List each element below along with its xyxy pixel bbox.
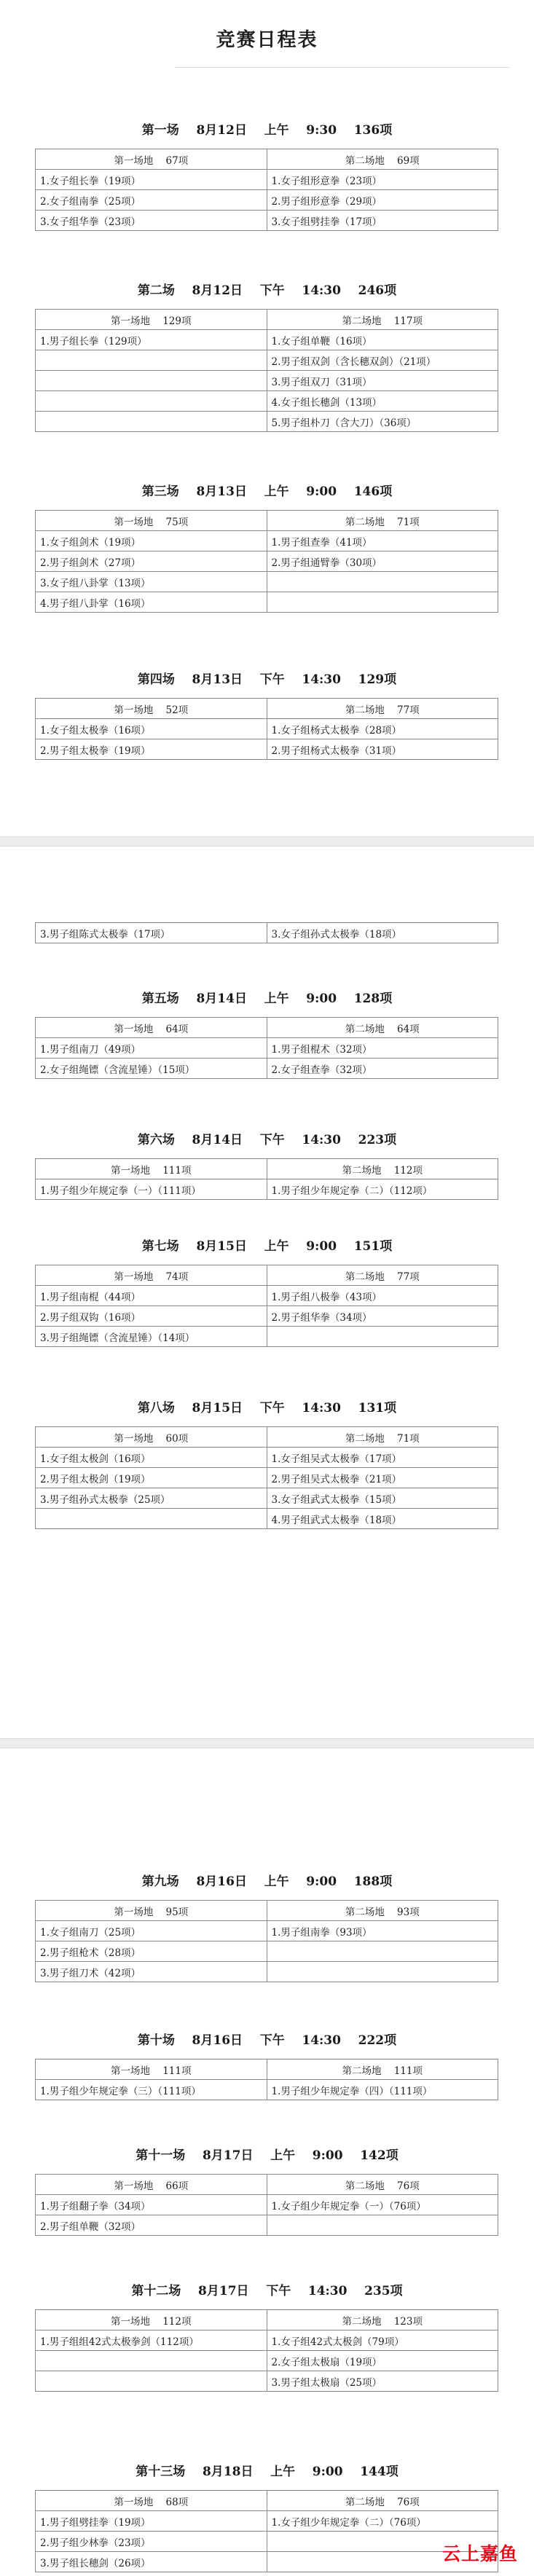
venue-2-event: 1.女子组少年规定拳（一）（76项） [267,2195,498,2215]
venue-2-event: 3.女子组劈挂拳（17项） [267,211,498,231]
venue-2-event: 1.女子组42式太极剑（79项） [267,2330,498,2351]
table-row [36,551,498,572]
table-row [36,1286,498,1306]
table-row [36,1509,498,1529]
venue-1-event: 1.男子组组42式太极拳剑（112项） [36,2330,267,2351]
venue-2-event [267,2215,498,2236]
venue-1-event: 2.男子组少林拳（23项） [36,2532,267,2552]
venue-1-event: 3.男子组陈式太极拳（17项） [36,923,267,943]
venue-2-event: 3.女子组孙式太极拳（18项） [267,923,498,943]
venue-2-event: 1.男子组少年规定拳（四）（111项） [267,2080,498,2100]
session-table [35,510,498,613]
table-row [36,2330,498,2351]
table-row [36,1179,498,1200]
venue-1-event: 3.男子组长穗剑（26项） [36,2552,267,2572]
session-table [35,2490,498,2572]
session-header: 第十三场 8月18日 上午 9:00 144项 [136,2465,398,2479]
venue-1-header: 第一场地 60项 [36,1427,267,1448]
session-table [35,309,498,432]
session-table [35,149,498,231]
venue-1-event: 4.男子组八卦掌（16项） [36,592,267,613]
venue-1-event [36,391,267,412]
venue-1-event: 1.女子组长拳（19项） [36,170,267,190]
venue-1-header: 第一场地 111项 [36,1159,267,1179]
venue-2-event: 2.男子组形意拳（29项） [267,190,498,211]
table-row [36,2371,498,2392]
session-header: 第六场 8月14日 下午 14:30 223项 [137,1133,397,1147]
venue-1-event: 1.男子组劈挂拳（19项） [36,2511,267,2532]
venue-2-event: 2.女子组查拳（32项） [267,1059,498,1079]
session-header: 第八场 8月15日 下午 14:30 131项 [137,1401,397,1415]
table-row [36,1468,498,1488]
venue-2-event: 3.男子组双刀（31项） [267,371,498,391]
venue-2-event: 1.男子组少年规定拳（二）（112项） [267,1179,498,1200]
table-row [36,1038,498,1059]
venue-header-row [36,2175,498,2195]
table-row [36,1059,498,1079]
venue-2-event: 1.女子组杨式太极拳（28项） [267,719,498,739]
venue-2-header: 第二场地 117项 [267,310,498,330]
venue-1-event: 3.女子组八卦掌（13项） [36,572,267,592]
venue-1-event: 1.男子组少年规定拳（一）（111项） [36,1179,267,1200]
venue-2-event [267,592,498,613]
venue-1-header: 第一场地 52项 [36,699,267,719]
table-row [36,1962,498,1982]
table-row [36,211,498,231]
venue-header-row [36,1265,498,1286]
venue-2-event [267,572,498,592]
venue-1-event: 1.男子组少年规定拳（三）（111项） [36,2080,267,2100]
venue-1-event: 3.男子组绳镖（含流星锤）（14项） [36,1327,267,1347]
venue-header-row [36,2059,498,2080]
table-row [36,330,498,350]
venue-1-event: 2.男子组枪术（28项） [36,1941,267,1962]
venue-1-event: 1.女子组太极拳（16项） [36,719,267,739]
table-row [36,531,498,551]
venue-1-event [36,2351,267,2371]
venue-1-event [36,1509,267,1529]
table-row [36,2080,498,2100]
venue-1-header: 第一场地 95项 [36,1901,267,1921]
venue-1-header: 第一场地 64项 [36,1018,267,1038]
table-row [36,923,498,943]
venue-2-event [267,1941,498,1962]
venue-header-row [36,1427,498,1448]
venue-2-header: 第二场地 71项 [267,1427,498,1448]
venue-2-event: 1.男子组南拳（93项） [267,1921,498,1941]
table-row [36,391,498,412]
venue-2-header: 第二场地 76项 [267,2175,498,2195]
page-separator [0,1738,534,1748]
venue-2-header: 第二场地 64项 [267,1018,498,1038]
session-table [35,1426,498,1529]
venue-2-event: 1.男子组八极拳（43项） [267,1286,498,1306]
venue-1-event: 2.女子组绳镖（含流星锤）（15项） [36,1059,267,1079]
session-header: 第五场 8月14日 上午 9:00 128项 [141,991,393,1006]
venue-header-row [36,699,498,719]
venue-1-header: 第一场地 129项 [36,310,267,330]
venue-2-event: 5.男子组朴刀（含大刀）（36项） [267,412,498,432]
venue-header-row [36,1901,498,1921]
venue-2-event: 1.女子组吴式太极拳（17项） [267,1448,498,1468]
page-separator [0,836,534,847]
session-header: 第三场 8月13日 上午 9:00 146项 [141,484,393,499]
venue-1-header: 第一场地 111项 [36,2059,267,2080]
title-divider [175,67,510,68]
venue-1-header: 第一场地 112项 [36,2310,267,2330]
table-row [36,1921,498,1941]
venue-2-header: 第二场地 77项 [267,699,498,719]
table-row [36,2511,498,2532]
table-row [36,2195,498,2215]
venue-2-header: 第二场地 123项 [267,2310,498,2330]
venue-2-event: 2.男子组华拳（34项） [267,1306,498,1327]
table-row [36,2215,498,2236]
venue-2-event: 1.女子组少年规定拳（二）（76项） [267,2511,498,2532]
venue-2-event: 4.女子组长穗剑（13项） [267,391,498,412]
venue-2-header: 第二场地 76项 [267,2491,498,2511]
venue-2-event [267,1327,498,1347]
table-row [36,1488,498,1509]
table-row [36,719,498,739]
session-header: 第十场 8月16日 下午 14:30 222项 [137,2033,397,2048]
table-row [36,1448,498,1468]
venue-1-event [36,412,267,432]
venue-2-header: 第二场地 111项 [267,2059,498,2080]
table-row [36,190,498,211]
session-table [35,1158,498,1200]
venue-2-event: 2.女子组太极扇（19项） [267,2351,498,2371]
venue-2-event: 4.男子组武式太极拳（18项） [267,1509,498,1529]
venue-2-event: 1.男子组棍术（32项） [267,1038,498,1059]
venue-2-header: 第二场地 69项 [267,149,498,170]
venue-1-event: 2.女子组南拳（25项） [36,190,267,211]
venue-2-header: 第二场地 71项 [267,511,498,531]
session-header: 第二场 8月12日 下午 14:30 246项 [137,283,397,298]
session-header: 第十二场 8月17日 下午 14:30 235项 [131,2284,403,2298]
venue-2-event: 3.男子组太极扇（25项） [267,2371,498,2392]
session-table [35,2309,498,2392]
venue-1-event: 1.男子组长拳（129项） [36,330,267,350]
table-row [36,2552,498,2572]
session-table [35,922,498,943]
venue-1-event: 1.女子组剑术（19项） [36,531,267,551]
table-row [36,371,498,391]
venue-1-event: 1.男子组翻子拳（34项） [36,2195,267,2215]
session-table [35,1265,498,1347]
table-row [36,2351,498,2371]
venue-2-event: 1.女子组形意拳（23项） [267,170,498,190]
venue-2-event: 2.男子组杨式太极拳（31项） [267,739,498,760]
venue-1-event: 1.女子组太极剑（16项） [36,1448,267,1468]
venue-header-row [36,2491,498,2511]
venue-2-event: 2.男子组双剑（含长穗双剑）（21项） [267,350,498,371]
session-header: 第十一场 8月17日 上午 9:00 142项 [136,2148,398,2163]
venue-1-event: 2.男子组剑术（27项） [36,551,267,572]
venue-1-event: 2.男子组太极拳（19项） [36,739,267,760]
venue-1-event [36,2371,267,2392]
venue-header-row [36,511,498,531]
table-row [36,1941,498,1962]
venue-2-event: 2.男子组吴式太极拳（21项） [267,1468,498,1488]
venue-header-row [36,310,498,330]
session-header: 第四场 8月13日 下午 14:30 129项 [137,672,397,687]
venue-2-event: 2.男子组通臂拳（30项） [267,551,498,572]
venue-2-event: 1.女子组单鞭（16项） [267,330,498,350]
table-row [36,1327,498,1347]
venue-1-event: 3.男子组孙式太极拳（25项） [36,1488,267,1509]
venue-1-header: 第一场地 74项 [36,1265,267,1286]
venue-header-row [36,1018,498,1038]
venue-1-event [36,371,267,391]
venue-1-header: 第一场地 66项 [36,2175,267,2195]
venue-1-event: 2.男子组太极剑（19项） [36,1468,267,1488]
table-row [36,170,498,190]
session-header: 第一场 8月12日 上午 9:30 136项 [141,123,393,138]
venue-header-row [36,1159,498,1179]
session-table [35,1900,498,1982]
session-table [35,2174,498,2236]
session-table [35,2059,498,2100]
venue-header-row [36,149,498,170]
session-header: 第七场 8月15日 上午 9:00 151项 [141,1239,393,1254]
venue-1-event: 2.男子组双钩（16项） [36,1306,267,1327]
page-title: 竞赛日程表 [216,29,318,51]
venue-2-event: 1.男子组查拳（41项） [267,531,498,551]
venue-header-row [36,2310,498,2330]
session-header: 第九场 8月16日 上午 9:00 188项 [141,1874,393,1889]
venue-1-event: 2.男子组单鞭（32项） [36,2215,267,2236]
venue-2-event: 3.女子组武式太极拳（15项） [267,1488,498,1509]
venue-1-event: 1.男子组南棍（44项） [36,1286,267,1306]
table-row [36,350,498,371]
table-row [36,592,498,613]
venue-2-header: 第二场地 93项 [267,1901,498,1921]
venue-1-event: 3.男子组刀术（42项） [36,1962,267,1982]
table-row [36,412,498,432]
venue-1-event: 1.女子组南刀（25项） [36,1921,267,1941]
venue-1-header: 第一场地 68项 [36,2491,267,2511]
table-row [36,2532,498,2552]
venue-1-event: 3.女子组华拳（23项） [36,211,267,231]
session-table [35,1017,498,1079]
watermark-logo: 云上嘉鱼 [441,2543,518,2564]
venue-1-header: 第一场地 67项 [36,149,267,170]
venue-2-header: 第二场地 112项 [267,1159,498,1179]
table-row [36,739,498,760]
venue-1-event [36,350,267,371]
table-row [36,1306,498,1327]
table-row [36,572,498,592]
venue-1-header: 第一场地 75项 [36,511,267,531]
venue-2-header: 第二场地 77项 [267,1265,498,1286]
venue-2-event [267,1962,498,1982]
session-table [35,698,498,760]
venue-1-event: 1.男子组南刀（49项） [36,1038,267,1059]
